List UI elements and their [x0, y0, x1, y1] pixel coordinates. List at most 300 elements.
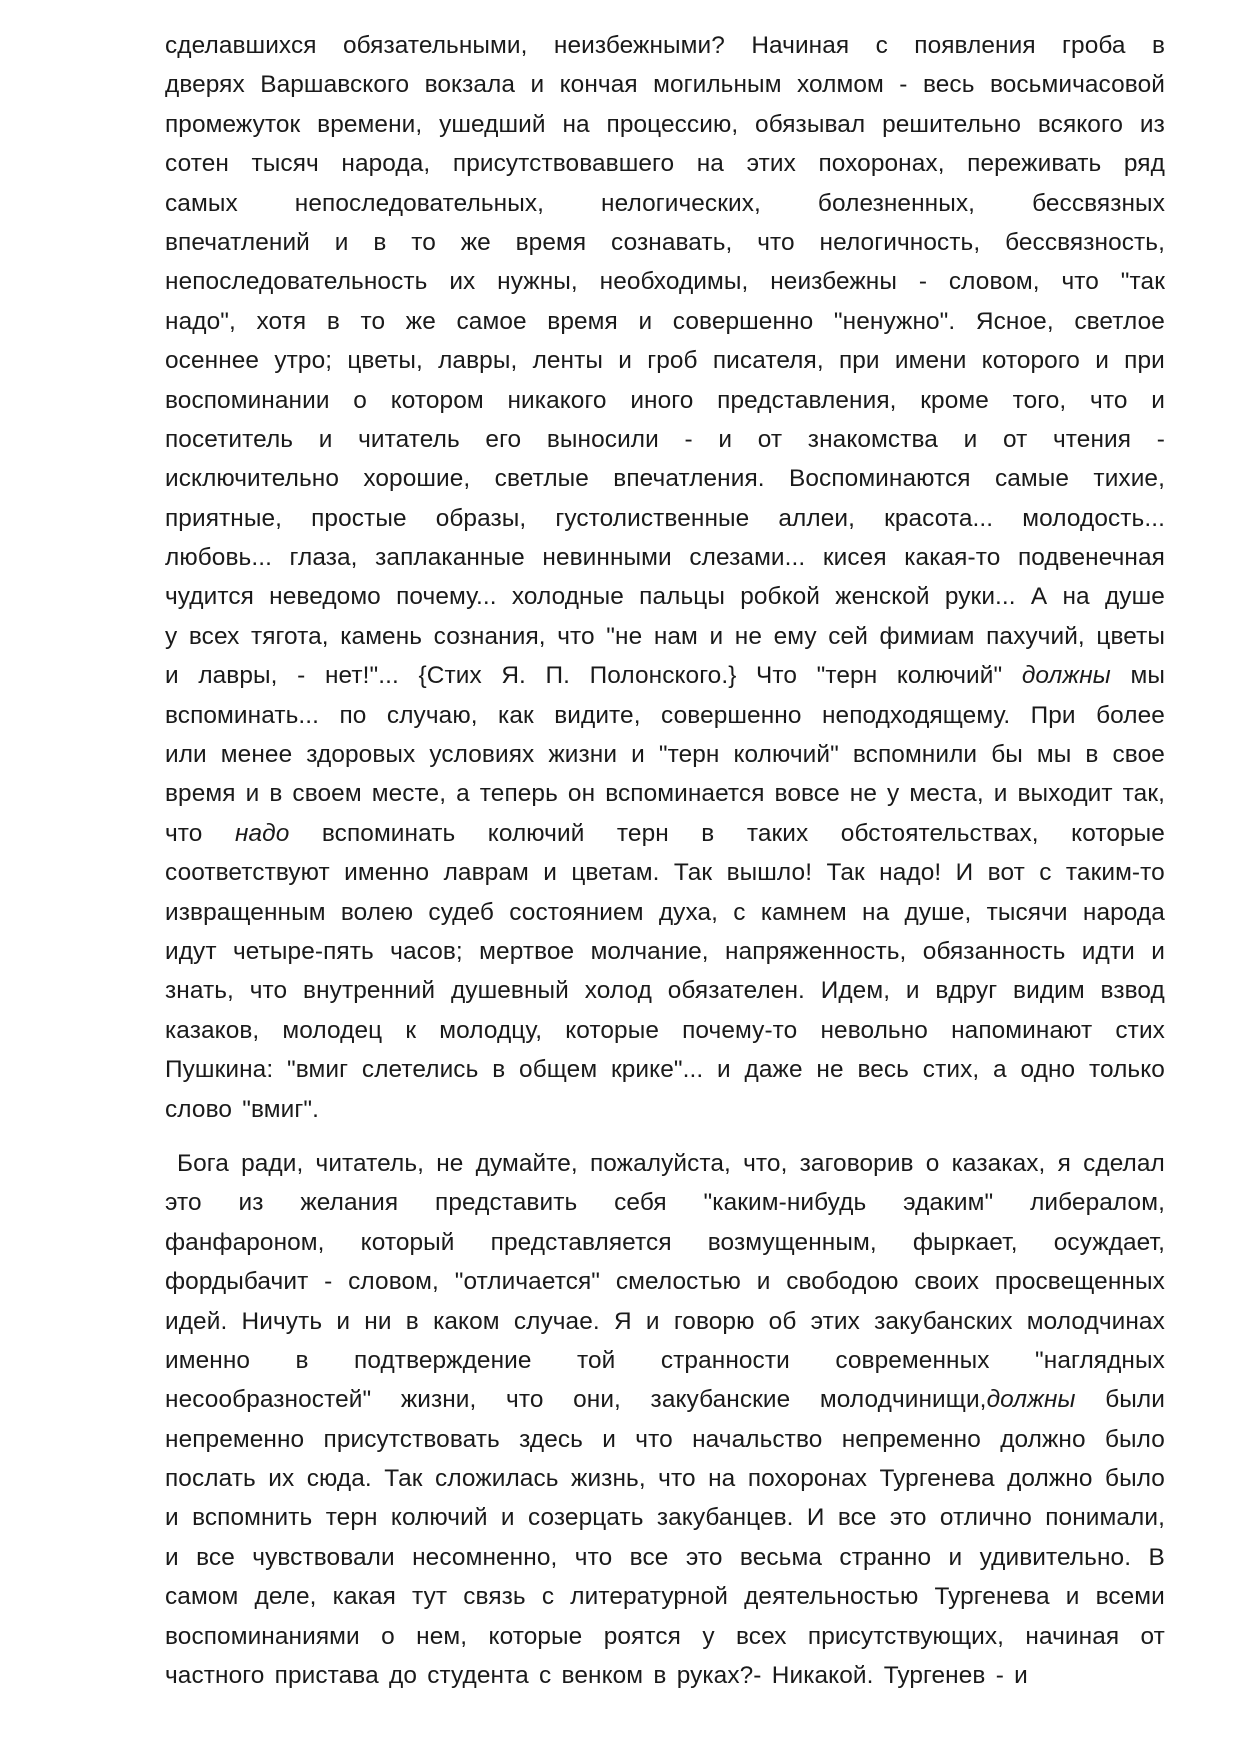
word: созерцать	[527, 1504, 644, 1532]
text-line	[165, 65, 1165, 104]
word: камнем	[760, 898, 847, 926]
word: нелогичность,	[819, 228, 981, 256]
word: Бога	[177, 1149, 229, 1177]
text-line	[165, 1538, 1165, 1577]
word: о	[381, 1622, 395, 1650]
word: -	[899, 71, 908, 99]
word: по	[339, 701, 367, 729]
word: несообразностей"	[165, 1386, 372, 1414]
word: тут	[412, 1583, 448, 1611]
word: тысяч	[251, 150, 319, 178]
text-line	[165, 1050, 1165, 1089]
word: закубанцев.	[656, 1504, 794, 1532]
word: решительно	[882, 110, 1022, 138]
word: неизбежными?	[553, 32, 725, 59]
word: взвод	[1100, 977, 1165, 1005]
word: это	[685, 1543, 723, 1571]
word: внутренний	[303, 977, 436, 1005]
word: холод	[584, 977, 652, 1005]
word: похоронах	[747, 1465, 868, 1493]
word: гроба	[1062, 32, 1126, 59]
word: ради,	[241, 1149, 304, 1177]
word: казаков,	[165, 1016, 260, 1044]
word: в	[405, 1307, 419, 1335]
word: мертвое	[479, 937, 575, 965]
word: на	[862, 898, 890, 926]
text-line	[165, 144, 1165, 183]
word: могильным	[653, 71, 782, 99]
text-line	[165, 1617, 1165, 1656]
word: что	[1090, 386, 1128, 414]
word: фыркает,	[912, 1228, 1018, 1256]
word: и	[993, 780, 1008, 808]
word: роятся	[603, 1622, 681, 1650]
word: сознания,	[433, 622, 546, 650]
word: -	[324, 1268, 333, 1296]
word: говорю	[673, 1307, 755, 1335]
word: самые	[994, 465, 1070, 493]
word: было	[1105, 1465, 1165, 1493]
word: и	[1014, 1662, 1028, 1690]
word: В	[1148, 1543, 1165, 1571]
word: фордыбачит	[165, 1268, 309, 1296]
word: Тургенева	[934, 1583, 1050, 1611]
text-line	[165, 1656, 1165, 1695]
word: отлично	[939, 1504, 1032, 1532]
word: при	[838, 347, 880, 375]
word: самом	[165, 1583, 239, 1611]
word: весь	[922, 71, 975, 99]
word: свободою	[786, 1268, 899, 1296]
word: своих	[914, 1268, 980, 1296]
word: сложилась	[435, 1465, 559, 1493]
word: стих	[1115, 1016, 1165, 1044]
text-line	[165, 971, 1165, 1010]
word: пожалуйста,	[589, 1149, 731, 1177]
word: при	[1124, 347, 1165, 375]
word: и	[336, 1307, 351, 1335]
text-line	[165, 656, 1165, 695]
word: жизни	[548, 741, 618, 769]
word: обязателен.	[667, 977, 805, 1005]
word: народа	[1082, 898, 1165, 926]
word: казаках,	[951, 1149, 1046, 1177]
word: хотя	[256, 307, 307, 335]
word: словом,	[348, 1268, 439, 1296]
word: все	[837, 1504, 877, 1532]
word: душевный	[450, 977, 569, 1005]
word: неподходящему.	[821, 701, 1011, 729]
word: "вмиг".	[242, 1095, 320, 1123]
word: и	[645, 1307, 660, 1335]
word: пристава	[274, 1662, 379, 1690]
text-line	[165, 1090, 1165, 1129]
word: необходимы,	[599, 268, 749, 296]
text-line	[165, 262, 1165, 301]
word: одно	[1020, 1056, 1076, 1084]
word: и	[963, 425, 978, 453]
word: более	[1096, 701, 1165, 729]
word: надо!	[879, 859, 942, 887]
word: слово	[165, 1095, 233, 1123]
word: кисея	[822, 544, 887, 572]
word: представления,	[717, 386, 897, 414]
word: -	[995, 1662, 1004, 1690]
paragraph	[165, 1144, 1165, 1695]
word: Начиная	[751, 32, 850, 59]
word: всех	[188, 622, 240, 650]
word: и	[1095, 347, 1109, 375]
word: впечатлений	[165, 228, 310, 256]
word: "так	[1120, 268, 1165, 296]
word: и	[631, 741, 645, 769]
word: о	[925, 1149, 940, 1177]
word: руках?-	[676, 1662, 762, 1690]
text-line	[165, 735, 1165, 774]
word: выходит	[1017, 780, 1113, 808]
word: дверях	[165, 71, 245, 99]
word: которого	[981, 347, 1080, 375]
word: послать	[165, 1465, 256, 1493]
word: простые	[311, 504, 407, 532]
word: неизбежны	[770, 268, 897, 296]
word: и	[638, 307, 653, 335]
word: этих	[746, 150, 796, 178]
word: все	[629, 1543, 669, 1571]
word: аллеи,	[778, 504, 855, 532]
word: любовь...	[165, 544, 272, 572]
word: терн	[616, 819, 669, 847]
text-line	[165, 1577, 1165, 1616]
word: с	[541, 1583, 555, 1611]
word: он	[567, 780, 596, 808]
word: удивительно.	[979, 1543, 1132, 1571]
word: либералом,	[1030, 1189, 1165, 1217]
word: Я	[613, 1307, 632, 1335]
word: подтверждение	[354, 1346, 532, 1374]
word: обстоятельствах,	[840, 819, 1039, 847]
word: извращенным	[165, 898, 326, 926]
word: душе,	[904, 898, 972, 926]
word: это	[165, 1189, 202, 1217]
italic-emphasis: должны	[1021, 662, 1111, 690]
word: -	[297, 662, 306, 690]
word: слетелись	[361, 1056, 479, 1084]
word: невинными	[542, 544, 672, 572]
word: а	[993, 1056, 1007, 1084]
word	[235, 814, 289, 853]
word: что	[574, 1543, 613, 1571]
word: и	[1065, 1583, 1080, 1611]
word: должно	[1000, 1425, 1086, 1453]
word: "наглядных	[1035, 1346, 1165, 1374]
word: деле,	[254, 1583, 317, 1611]
word: их	[268, 1465, 295, 1493]
paragraph	[165, 26, 1165, 1129]
text-line	[165, 853, 1165, 892]
word: и	[530, 71, 545, 99]
word: осуждает,	[1053, 1228, 1165, 1256]
word: Ясное,	[975, 307, 1054, 335]
word: возмущенным,	[707, 1228, 877, 1256]
word: той	[577, 1346, 616, 1374]
word: в	[1151, 32, 1165, 59]
word: непременно	[165, 1425, 305, 1453]
word: что,	[743, 1149, 788, 1177]
document-page	[165, 26, 1165, 1695]
word: колючий	[487, 819, 585, 847]
word: заговорив	[799, 1149, 914, 1177]
word: ряд	[1123, 150, 1165, 178]
word: что	[165, 819, 203, 847]
word: знакомства	[807, 425, 938, 453]
word: закубанских	[874, 1307, 1013, 1335]
word: я	[1057, 1149, 1071, 1177]
word: вспоминать...	[165, 701, 320, 729]
text-line	[165, 1380, 1165, 1419]
text-line	[165, 105, 1165, 144]
word: не	[849, 780, 878, 808]
word: вот	[987, 859, 1025, 887]
word: состоянием	[509, 898, 644, 926]
word: что	[557, 622, 595, 650]
word: сделал	[1083, 1149, 1165, 1177]
word: терн	[325, 1504, 378, 1532]
text-line	[165, 1262, 1165, 1301]
word: лавры,	[198, 662, 278, 690]
word: присутствовать	[323, 1425, 500, 1453]
word: и	[245, 780, 260, 808]
word: А	[1030, 583, 1048, 611]
word: которые	[1071, 819, 1165, 847]
word: фанфароном,	[165, 1228, 325, 1256]
word: не	[436, 1149, 464, 1177]
word: что	[249, 977, 288, 1005]
word: переживать	[967, 150, 1102, 178]
word: в	[1085, 741, 1099, 769]
word: с	[539, 1662, 552, 1690]
word: Никакой.	[771, 1662, 874, 1690]
word: идут	[165, 937, 217, 965]
word: какая	[332, 1583, 396, 1611]
word: нам	[653, 622, 698, 650]
word: частного	[165, 1662, 265, 1690]
word: цветы,	[347, 347, 423, 375]
word: непоследовательность	[165, 268, 428, 296]
word: вспоминать	[321, 819, 456, 847]
word: -	[918, 268, 928, 296]
word: своем	[292, 780, 362, 808]
word: деятельностью	[744, 1583, 919, 1611]
word: Так	[384, 1465, 423, 1493]
word: от	[1002, 425, 1028, 453]
word: промежуток	[165, 110, 301, 138]
text-line	[165, 381, 1165, 420]
word: в	[269, 780, 283, 808]
word: было	[1104, 1425, 1165, 1453]
word: каком	[433, 1307, 500, 1335]
word: из	[238, 1189, 264, 1217]
word: мы	[1036, 741, 1072, 769]
word: идей.	[165, 1307, 228, 1335]
word: светлое	[1074, 307, 1165, 335]
word: знать,	[165, 977, 234, 1005]
word: бы	[991, 741, 1023, 769]
word: робкой	[740, 583, 821, 611]
word: Тургенева	[879, 1465, 995, 1493]
word: в	[653, 1662, 667, 1690]
word: "отличается"	[454, 1268, 601, 1296]
word: думайте,	[475, 1149, 578, 1177]
word: непременно	[841, 1425, 981, 1453]
word: "ненужно".	[833, 307, 956, 335]
text-line	[165, 814, 1165, 853]
word: ленты	[532, 347, 604, 375]
word: ему	[773, 622, 817, 650]
word: и	[543, 859, 557, 887]
text-line	[165, 1341, 1165, 1380]
word: и	[618, 347, 632, 375]
word: только	[1088, 1056, 1165, 1084]
word: то	[360, 307, 386, 335]
word: не	[734, 622, 763, 650]
word: это	[889, 1504, 927, 1532]
word: о	[353, 386, 367, 414]
word: нужны,	[497, 268, 578, 296]
word: здоровых	[306, 741, 416, 769]
word: какая-то	[904, 544, 1001, 572]
word: были	[1105, 1386, 1165, 1414]
word: процессию,	[606, 110, 739, 138]
italic-emphasis: надо	[234, 819, 290, 847]
word: закубанские	[650, 1386, 791, 1414]
word: чудится	[165, 583, 254, 611]
word: себя	[614, 1189, 667, 1217]
word: здесь	[519, 1425, 583, 1453]
word: подвенечная	[1017, 544, 1165, 572]
word: нет!"...	[324, 662, 399, 690]
word: лаврам	[443, 859, 529, 887]
text-line	[165, 696, 1165, 735]
word: гроб	[647, 347, 698, 375]
word: цветам.	[571, 859, 660, 887]
word: жизнь,	[571, 1465, 646, 1493]
word: которые	[565, 1016, 659, 1044]
word: пахучий,	[986, 622, 1085, 650]
word: должно	[1007, 1465, 1093, 1493]
word: а	[456, 780, 470, 808]
word: народа,	[341, 150, 431, 178]
word: Так	[673, 859, 713, 887]
word: И	[806, 1504, 825, 1532]
text-line	[165, 538, 1165, 577]
word: эдаким"	[903, 1189, 994, 1217]
word: камень	[340, 622, 423, 650]
word: вспоминается	[605, 780, 765, 808]
word: колючий"	[733, 741, 839, 769]
text-line	[165, 1011, 1165, 1050]
word: обязанность	[922, 937, 1066, 965]
word: почему...	[396, 583, 497, 611]
word: и	[717, 1056, 731, 1084]
word: литературной	[570, 1583, 728, 1611]
word: они,	[573, 1386, 621, 1414]
word: надо",	[165, 307, 236, 335]
word: желания	[300, 1189, 399, 1217]
word: и	[709, 622, 724, 650]
word: странности	[660, 1346, 790, 1374]
word: из	[1139, 110, 1165, 138]
word: молчание,	[590, 937, 709, 965]
word: представляется	[490, 1228, 672, 1256]
word: и	[334, 228, 349, 256]
word: несомненно,	[412, 1543, 558, 1571]
word: кончая	[559, 71, 638, 99]
text-line	[165, 26, 1165, 65]
word: "терн	[658, 741, 720, 769]
word: присутствующих,	[807, 1622, 1005, 1650]
word: невольно	[820, 1016, 928, 1044]
word: студента	[427, 1662, 529, 1690]
word: густолиственные	[555, 504, 750, 532]
word: И	[955, 859, 974, 887]
word: заплаканные	[375, 544, 525, 572]
word: -	[1156, 425, 1165, 453]
word: напряженность,	[725, 937, 907, 965]
word: молодчинах	[1026, 1307, 1165, 1335]
word: с	[875, 32, 888, 59]
word: свое	[1112, 741, 1165, 769]
word: вышло!	[726, 859, 813, 887]
word: лавры,	[438, 347, 518, 375]
word: колючий"	[896, 662, 1003, 690]
word: мы	[1130, 662, 1165, 690]
word: чувствовали	[252, 1543, 395, 1571]
word: исключительно	[165, 465, 340, 493]
word: венком	[561, 1662, 644, 1690]
word: ни	[364, 1307, 392, 1335]
word: жизни,	[400, 1386, 477, 1414]
word: чтения	[1052, 425, 1132, 453]
word	[1022, 656, 1111, 695]
word: и	[905, 977, 920, 1005]
word: Полонского.}	[589, 662, 737, 690]
word: видите,	[554, 701, 641, 729]
word: тысячи	[986, 898, 1068, 926]
word: непоследовательных,	[294, 189, 545, 217]
word: молодчинищи,должны	[819, 1386, 1076, 1414]
word: общем	[519, 1056, 598, 1084]
word: весьма	[739, 1543, 822, 1571]
word: самое	[456, 307, 527, 335]
word: и	[1151, 937, 1165, 965]
word: что	[658, 1465, 696, 1493]
text-line	[165, 1498, 1165, 1537]
word: начальство	[692, 1425, 823, 1453]
word: на	[1062, 583, 1090, 611]
word: Я.	[501, 662, 526, 690]
word: с	[733, 898, 746, 926]
word: тягота,	[250, 622, 329, 650]
word: видим	[1013, 977, 1085, 1005]
word: почему-то	[682, 1016, 798, 1044]
word: Тургенев	[883, 1662, 986, 1690]
word: у	[702, 1622, 715, 1650]
word: месте,	[371, 780, 447, 808]
word: "не	[606, 622, 643, 650]
word: в	[295, 1346, 309, 1374]
word: руки...	[944, 583, 1016, 611]
